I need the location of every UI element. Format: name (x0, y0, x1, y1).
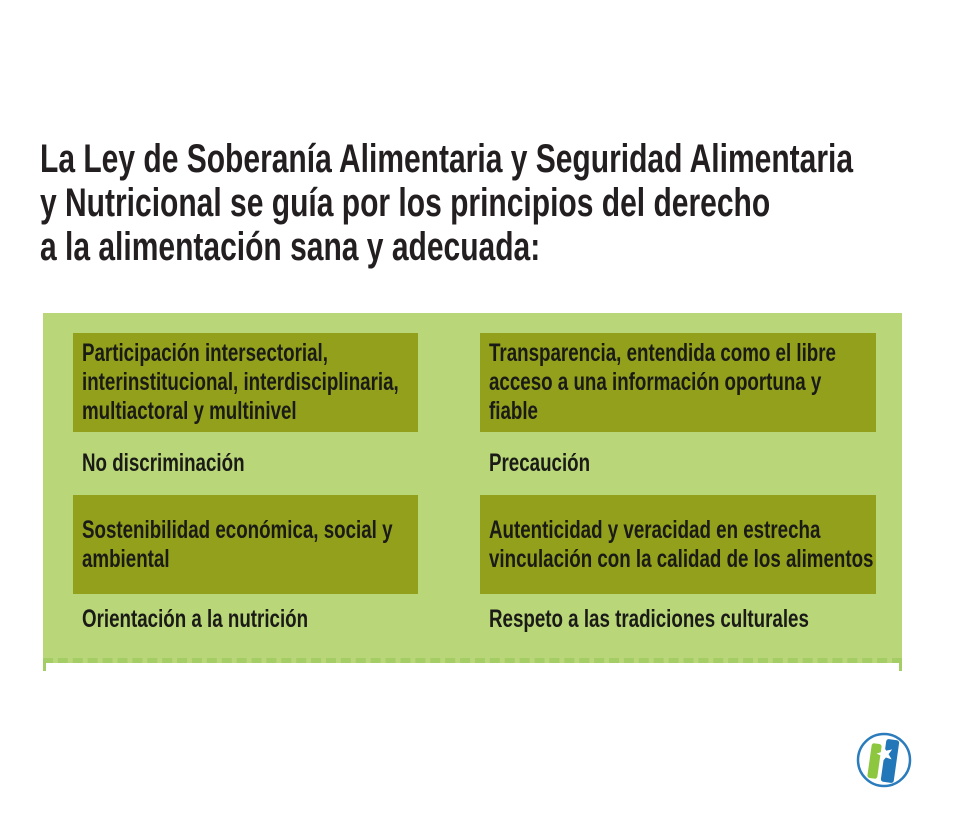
principle-plain-respeto (480, 594, 876, 644)
principle-box-text (82, 516, 393, 574)
principle-line: Participación intersectorial, (82, 339, 328, 367)
page-title-line: a la alimentación sana y adecuada: (40, 225, 541, 269)
principle-plain-precaucion (480, 432, 876, 495)
principle-label: No discriminación (82, 449, 245, 477)
principle-box-text (489, 516, 873, 574)
principle-box-text (82, 339, 399, 426)
principle-line: fiable (489, 397, 538, 425)
principle-line: Autenticidad y veracidad en estrecha (489, 515, 821, 544)
principle-box-sostenibilidad (73, 495, 418, 594)
brand-emblem-icon (855, 731, 913, 789)
principle-label: Orientación a la nutrición (82, 604, 309, 633)
principle-line: interinstitucional, interdisciplinaria, (82, 368, 399, 396)
page-title-line: La Ley de Soberanía Alimentaria y Seguridad Alimentaria (40, 137, 854, 181)
principle-label: Precaución (489, 449, 591, 477)
principle-line: ambiental (82, 544, 170, 573)
principle-line: Sostenibilidad económica, social y (82, 515, 393, 544)
principle-box-autenticidad (480, 495, 876, 594)
principles-panel (43, 313, 902, 663)
principles-grid (43, 313, 902, 644)
principle-box-participacion (73, 333, 418, 432)
principle-line: vinculación con la calidad de los alimentos (489, 544, 874, 573)
principle-line: multiactoral y multinivel (82, 397, 297, 425)
principle-box-text (489, 339, 836, 426)
principle-line: acceso a una información oportuna y (489, 368, 822, 396)
page-title (40, 137, 957, 269)
principle-label: Respeto a las tradiciones culturales (489, 604, 809, 633)
principle-box-transparencia (480, 333, 876, 432)
principle-plain-orientacion (73, 594, 418, 644)
principle-line: Transparencia, entendida como el libre (489, 339, 836, 367)
principle-plain-no-discriminacion (73, 432, 418, 495)
page-title-line: y Nutricional se guía por los principios del derecho (40, 181, 771, 225)
